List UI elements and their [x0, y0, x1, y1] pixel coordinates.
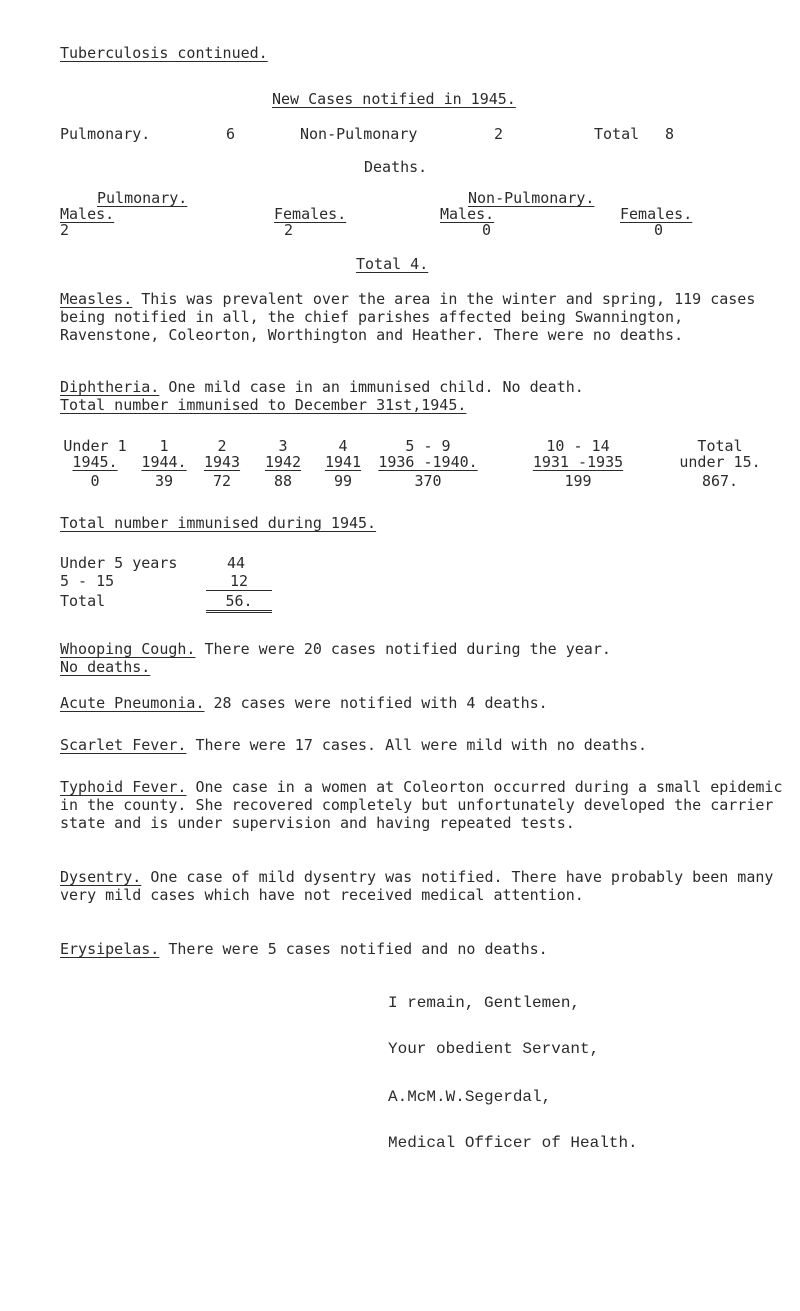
new-cases-total-value: 8 [665, 125, 675, 143]
deaths-pulm-males-value: 2 [60, 221, 70, 239]
deaths-pulmonary-label: Pulmonary. [97, 189, 188, 207]
col-value-7: 199 [564, 472, 592, 490]
whooping-cough-paragraph [60, 640, 790, 658]
deaths-title: Deaths. [364, 158, 428, 176]
col-header-5: 4 [338, 437, 348, 455]
measles-heading: Measles. [60, 290, 133, 308]
col-value-2: 39 [154, 472, 174, 490]
whooping-cough-heading: Whooping Cough. [60, 640, 196, 658]
pneumonia-paragraph [60, 694, 790, 712]
dysentery-heading: Dysentry. [60, 868, 142, 886]
signature-name: A.McM.W.Segerdal, [388, 1088, 552, 1106]
measles-paragraph [60, 290, 790, 344]
diphtheria-heading: Diphtheria. [60, 378, 160, 396]
scarlet-fever-heading: Scarlet Fever. [60, 736, 187, 754]
new-cases-title: New Cases notified in 1945. [272, 90, 516, 108]
diphtheria-subheading: Total number immunised to December 31st,1945. [60, 396, 467, 414]
col-value-5: 99 [333, 472, 353, 490]
new-cases-pulmonary-value: 6 [226, 125, 236, 143]
col-header-1: Under 1 [63, 437, 127, 455]
immunised-row-label: 5 - 15 [60, 572, 115, 590]
new-cases-non-pulmonary-label: Non-Pulmonary [300, 125, 418, 143]
col-year-3: 1943 [203, 453, 241, 471]
deaths-nonp-females-value: 0 [654, 221, 664, 239]
col-header-4: 3 [278, 437, 288, 455]
col-header-3: 2 [217, 437, 227, 455]
col-year-5: 1941 [324, 453, 362, 471]
closing-line-1: I remain, Gentlemen, [388, 994, 581, 1012]
closing-line-2: Your obedient Servant, [388, 1040, 600, 1058]
immunised-row-value: 44 [227, 554, 246, 572]
col-year-4: 1942 [264, 453, 302, 471]
erysipelas-paragraph [60, 940, 790, 958]
deaths-nonp-females-label: Females. [620, 205, 693, 223]
diphtheria-text: One mild case in an immunised child. No death. [168, 378, 584, 396]
dysentery-text: One case of mild dysentry was notified. There have probably been many very mild cases which have not received medical attention. [60, 868, 774, 904]
measles-text: This was prevalent over the area in the winter and spring, 119 cases being notified in all, the chief parishes affected being Swannington, Ravenstone, Coleorton, Worthington and Heather. There were no deaths. [60, 290, 756, 344]
new-cases-pulmonary-label: Pulmonary. [60, 125, 151, 143]
immunised-total-value: 56. [206, 592, 272, 613]
col-value-6: 370 [414, 472, 442, 490]
whooping-cough-text: There were 20 cases notified during the year. [204, 640, 611, 658]
immunised-total-label: Total [60, 592, 106, 610]
col-year-2: 1944. [141, 453, 187, 471]
immunised-1945-heading: Total number immunised during 1945. [60, 514, 377, 532]
new-cases-non-pulmonary-value: 2 [494, 125, 504, 143]
immunised-row-value: 12 [206, 572, 272, 591]
typhoid-heading: Typhoid Fever. [60, 778, 187, 796]
col-year-7: 1931 -1935 [532, 453, 624, 471]
deaths-total: Total 4. [356, 255, 429, 273]
deaths-nonp-males-label: Males. [440, 205, 495, 223]
typhoid-text: One case in a women at Coleorton occurred during a small epidemic in the county. She recovered completely but unfortunately developed the carrier state and is under supervision and having repeated tests. [60, 778, 783, 832]
col-value-8: 867. [701, 472, 739, 490]
col-value-1: 0 [90, 472, 100, 490]
scarlet-fever-paragraph [60, 736, 790, 754]
col-header-7: 10 - 14 [546, 437, 610, 455]
pneumonia-heading: Acute Pneumonia. [60, 694, 205, 712]
col-year-6: 1936 -1940. [378, 453, 478, 471]
deaths-pulm-females-value: 2 [284, 221, 294, 239]
erysipelas-heading: Erysipelas. [60, 940, 160, 958]
immunised-row-label: Under 5 years [60, 554, 178, 572]
deaths-non-pulmonary-label: Non-Pulmonary. [468, 189, 595, 207]
pneumonia-text: 28 cases were notified with 4 deaths. [213, 694, 548, 712]
diphtheria-paragraph [60, 378, 790, 396]
col-value-3: 72 [212, 472, 232, 490]
col-year-8: under 15. [679, 453, 761, 471]
scarlet-fever-text: There were 17 cases. All were mild with no deaths. [195, 736, 648, 754]
col-header-6: 5 - 9 [405, 437, 451, 455]
deaths-pulm-females-label: Females. [274, 205, 347, 223]
new-cases-total-label: Total [594, 125, 640, 143]
erysipelas-text: There were 5 cases notified and no deaths. [168, 940, 548, 958]
typhoid-paragraph [60, 778, 790, 832]
deaths-pulm-males-label: Males. [60, 205, 115, 223]
col-header-8: Total [697, 437, 743, 455]
col-year-1: 1945. [72, 453, 118, 471]
deaths-nonp-males-value: 0 [482, 221, 492, 239]
signature-title: Medical Officer of Health. [388, 1134, 638, 1152]
whooping-cough-deaths: No deaths. [60, 658, 151, 676]
dysentery-paragraph [60, 868, 790, 904]
page-header: Tuberculosis continued. [60, 44, 268, 62]
col-value-4: 88 [273, 472, 293, 490]
col-header-2: 1 [159, 437, 169, 455]
